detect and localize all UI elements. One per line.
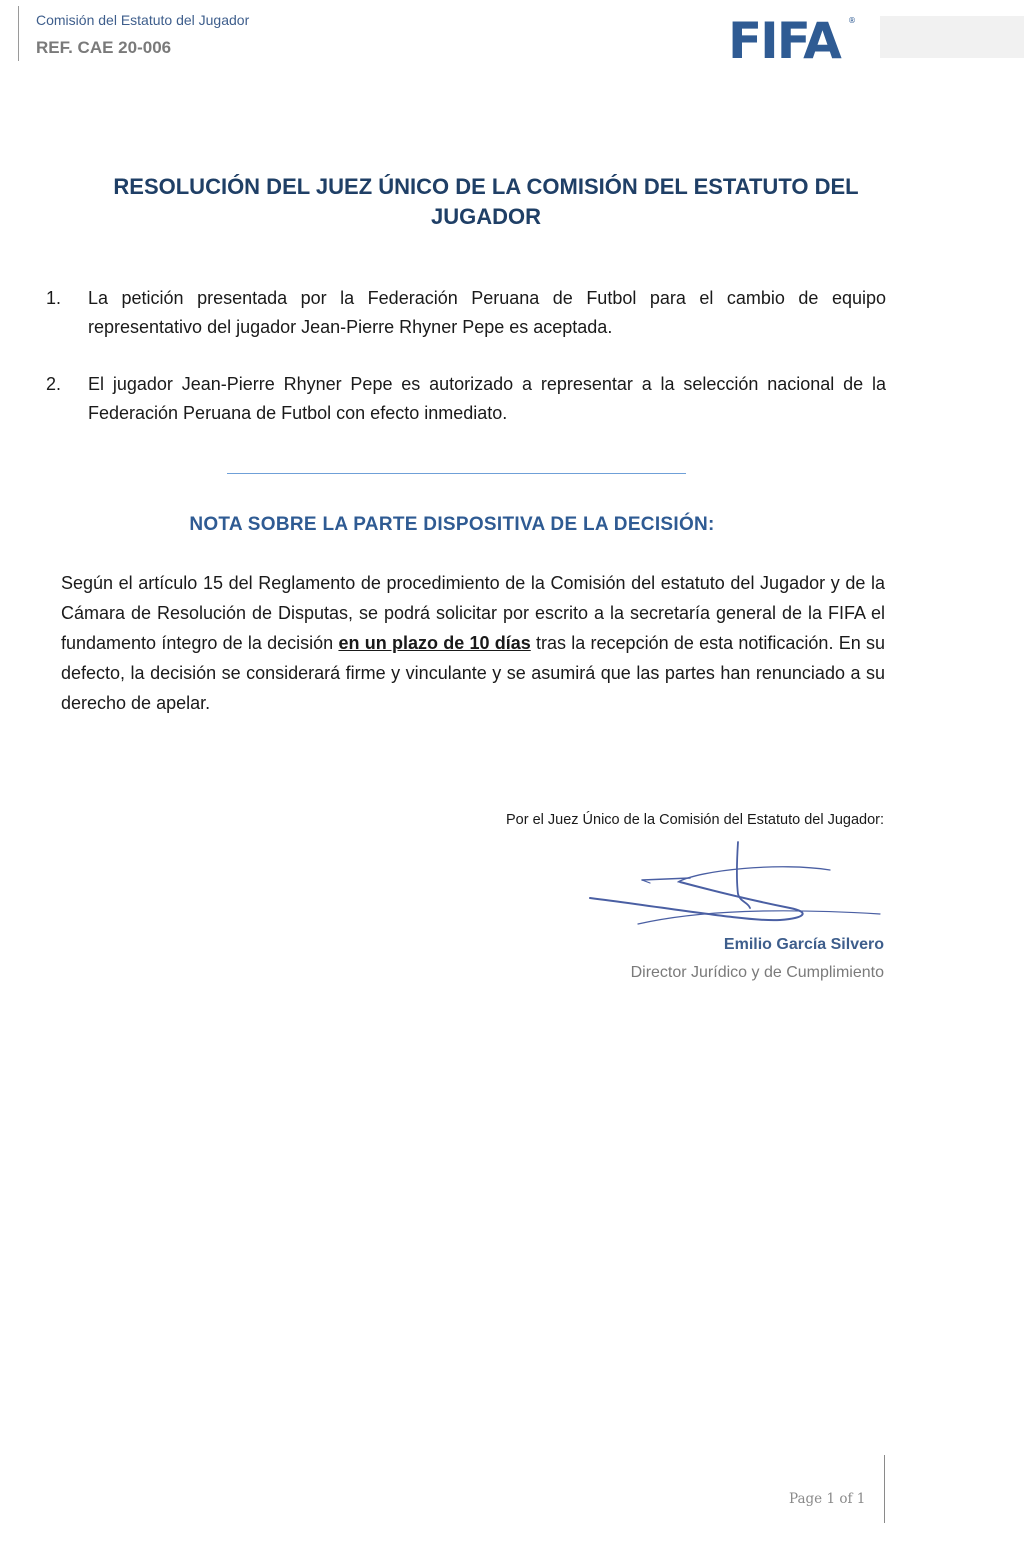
note-deadline-emphasis: en un plazo de 10 días (338, 633, 531, 653)
signer-position: Director Jurídico y de Cumplimiento (630, 964, 884, 981)
page-number: Page 1 of 1 (789, 1491, 866, 1507)
note-text-after: tras la recepción de esta notificación. En su defecto, la decisión se considerará firme y vinculante y se asumirá que las partes han renunciado a su derecho de apelar. (61, 633, 885, 713)
note-paragraph (61, 568, 885, 718)
header-department: Comisión del Estatuto del Jugador (36, 12, 250, 28)
item-number: 1. (46, 288, 62, 308)
resolution-item-1 (46, 284, 886, 342)
item-text: El jugador Jean-Pierre Rhyner Pepe es autorizado a representar a la selección nacional de la Federación Peruana de Futbol con efecto inmediato. (88, 374, 886, 423)
signature-label: Por el Juez Único de la Comisión del Estatuto del Jugador: (505, 812, 884, 828)
fifa-logo (728, 14, 860, 60)
header-divider (18, 6, 19, 61)
document-title: RESOLUCIÓN DEL JUEZ ÚNICO DE LA COMISIÓN DEL ESTATUTO DEL JUGADOR (113, 174, 859, 229)
header-reference: REF. CAE 20-006 (36, 38, 172, 57)
resolution-item-2 (46, 370, 886, 428)
fifa-logo-text: FIFA (728, 14, 840, 60)
registered-mark: ® (848, 16, 856, 25)
item-text: La petición presentada por la Federación Peruana de Futbol para el cambio de equipo representativo del jugador Jean-Pierre Rhyner Pepe es aceptada. (88, 288, 886, 337)
header-gray-block (880, 16, 1024, 58)
footer-divider (884, 1455, 885, 1523)
handwritten-signature (580, 838, 890, 930)
note-title: NOTA SOBRE LA PARTE DISPOSITIVA DE LA DECISIÓN: (189, 514, 715, 535)
item-number: 2. (46, 374, 62, 394)
note-text-before: Según el artículo 15 del Reglamento de procedimiento de la Comisión del estatuto del Jugador y de la Cámara de Resolución de Disputas, se podrá solicitar por escrito a la secretaría general de la FIFA el fundamento íntegro de la decisión (61, 573, 885, 653)
section-separator (227, 473, 686, 474)
signer-name: Emilio García Silvero (723, 936, 884, 953)
